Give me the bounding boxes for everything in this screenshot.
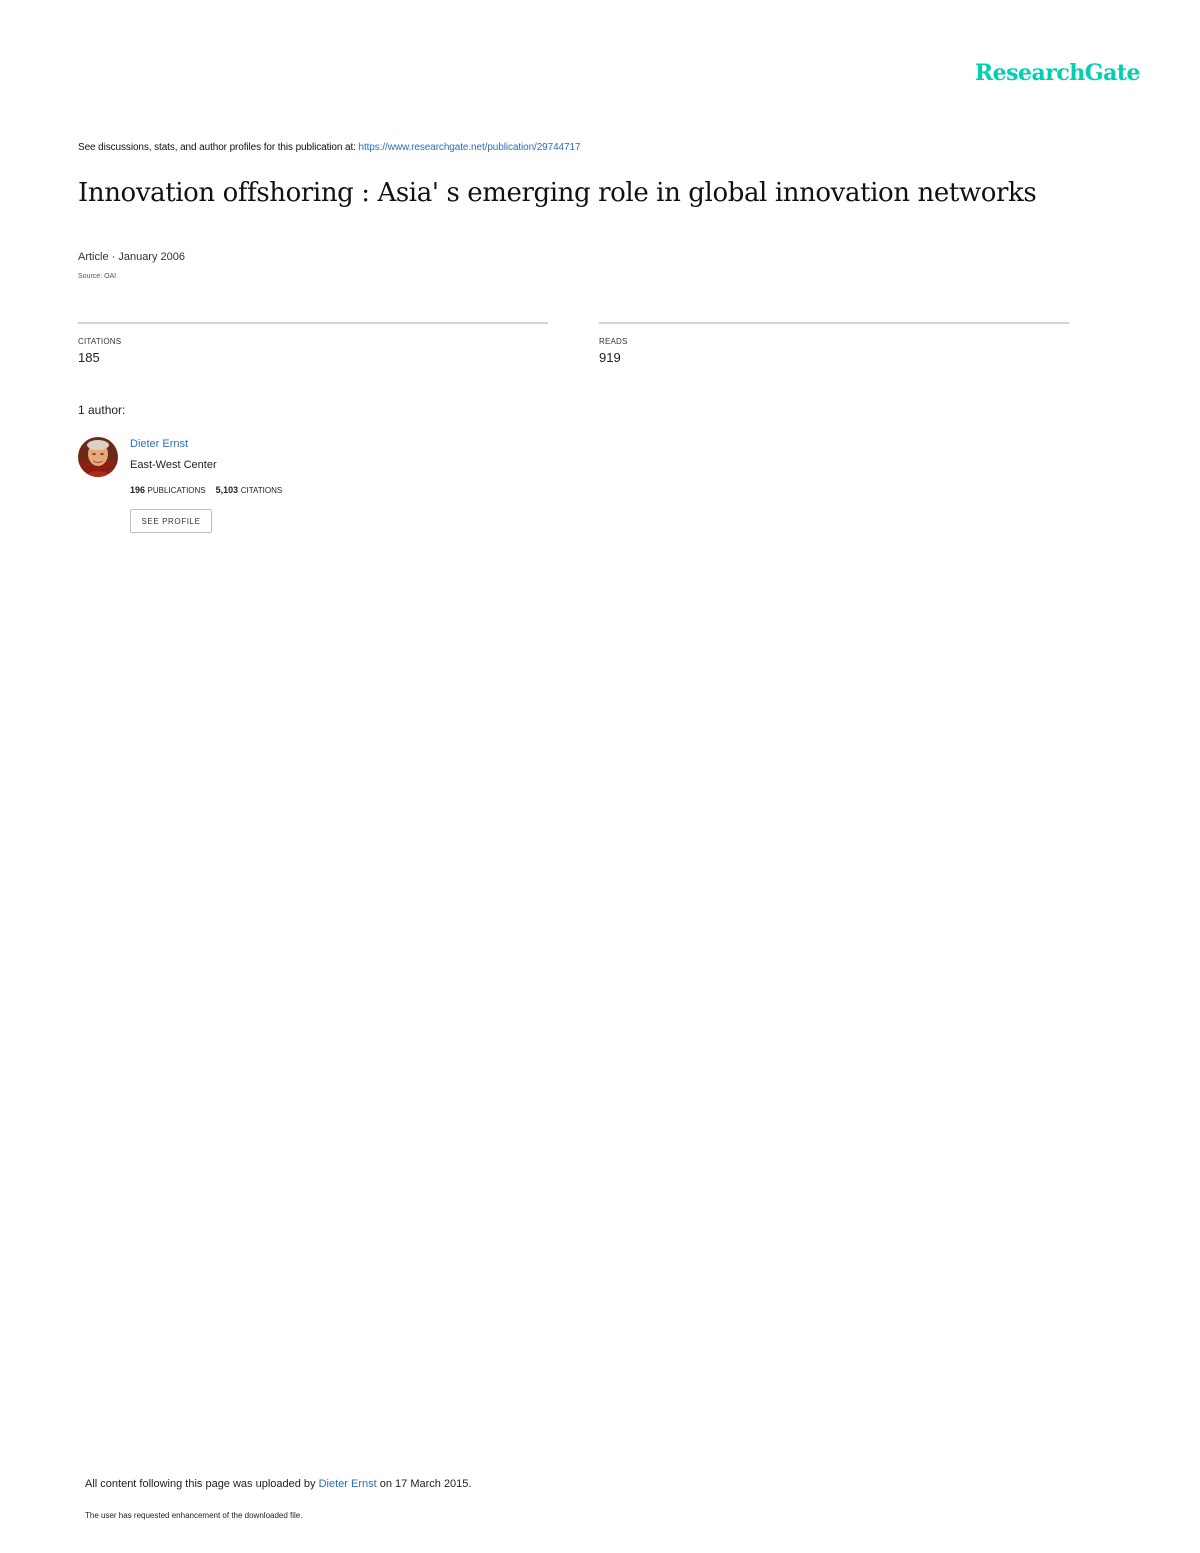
- author-avatar[interactable]: [78, 437, 118, 477]
- discussion-line: [78, 142, 580, 153]
- divider: [78, 322, 548, 324]
- discussion-prefix: See discussions, stats, and author profiles for this publication at:: [78, 142, 359, 153]
- uploader-link[interactable]: Dieter Ernst: [318, 1478, 377, 1490]
- upload-suffix: on 17 March 2015.: [376, 1478, 472, 1490]
- citations-label: CITATIONS: [78, 337, 122, 346]
- author-publications-count: 196: [130, 485, 146, 495]
- article-source: Source: OAI: [78, 273, 117, 280]
- divider: [599, 322, 1069, 324]
- author-citations-label: CITATIONS: [240, 486, 283, 495]
- reads-label: READS: [599, 337, 628, 346]
- reads-value: 919: [599, 350, 621, 365]
- citations-stat: [78, 322, 548, 365]
- reads-stat: [599, 322, 1069, 365]
- see-profile-button[interactable]: SEE PROFILE: [130, 509, 212, 533]
- author-institution: East-West Center: [130, 459, 217, 471]
- author-stats: [130, 485, 282, 495]
- upload-notice: [85, 1478, 471, 1490]
- researchgate-logo[interactable]: ResearchGate: [974, 60, 1140, 86]
- author-publications-label: PUBLICATIONS: [147, 486, 206, 495]
- citations-value: 185: [78, 350, 100, 365]
- publication-link[interactable]: https://www.researchgate.net/publication/29744717: [358, 142, 581, 153]
- enhancement-note: The user has requested enhancement of the downloaded file.: [85, 1511, 303, 1520]
- author-count: 1 author:: [78, 403, 126, 417]
- article-type-date: Article · January 2006: [78, 251, 185, 263]
- author-citations-count: 5,103: [215, 485, 239, 495]
- publication-title: Innovation offshoring : Asia' s emerging role in global innovation networks: [78, 178, 1037, 208]
- author-name-link[interactable]: Dieter Ernst: [130, 438, 189, 450]
- avatar-photo-icon: [78, 437, 118, 477]
- upload-prefix: All content following this page was uploaded by: [85, 1478, 319, 1490]
